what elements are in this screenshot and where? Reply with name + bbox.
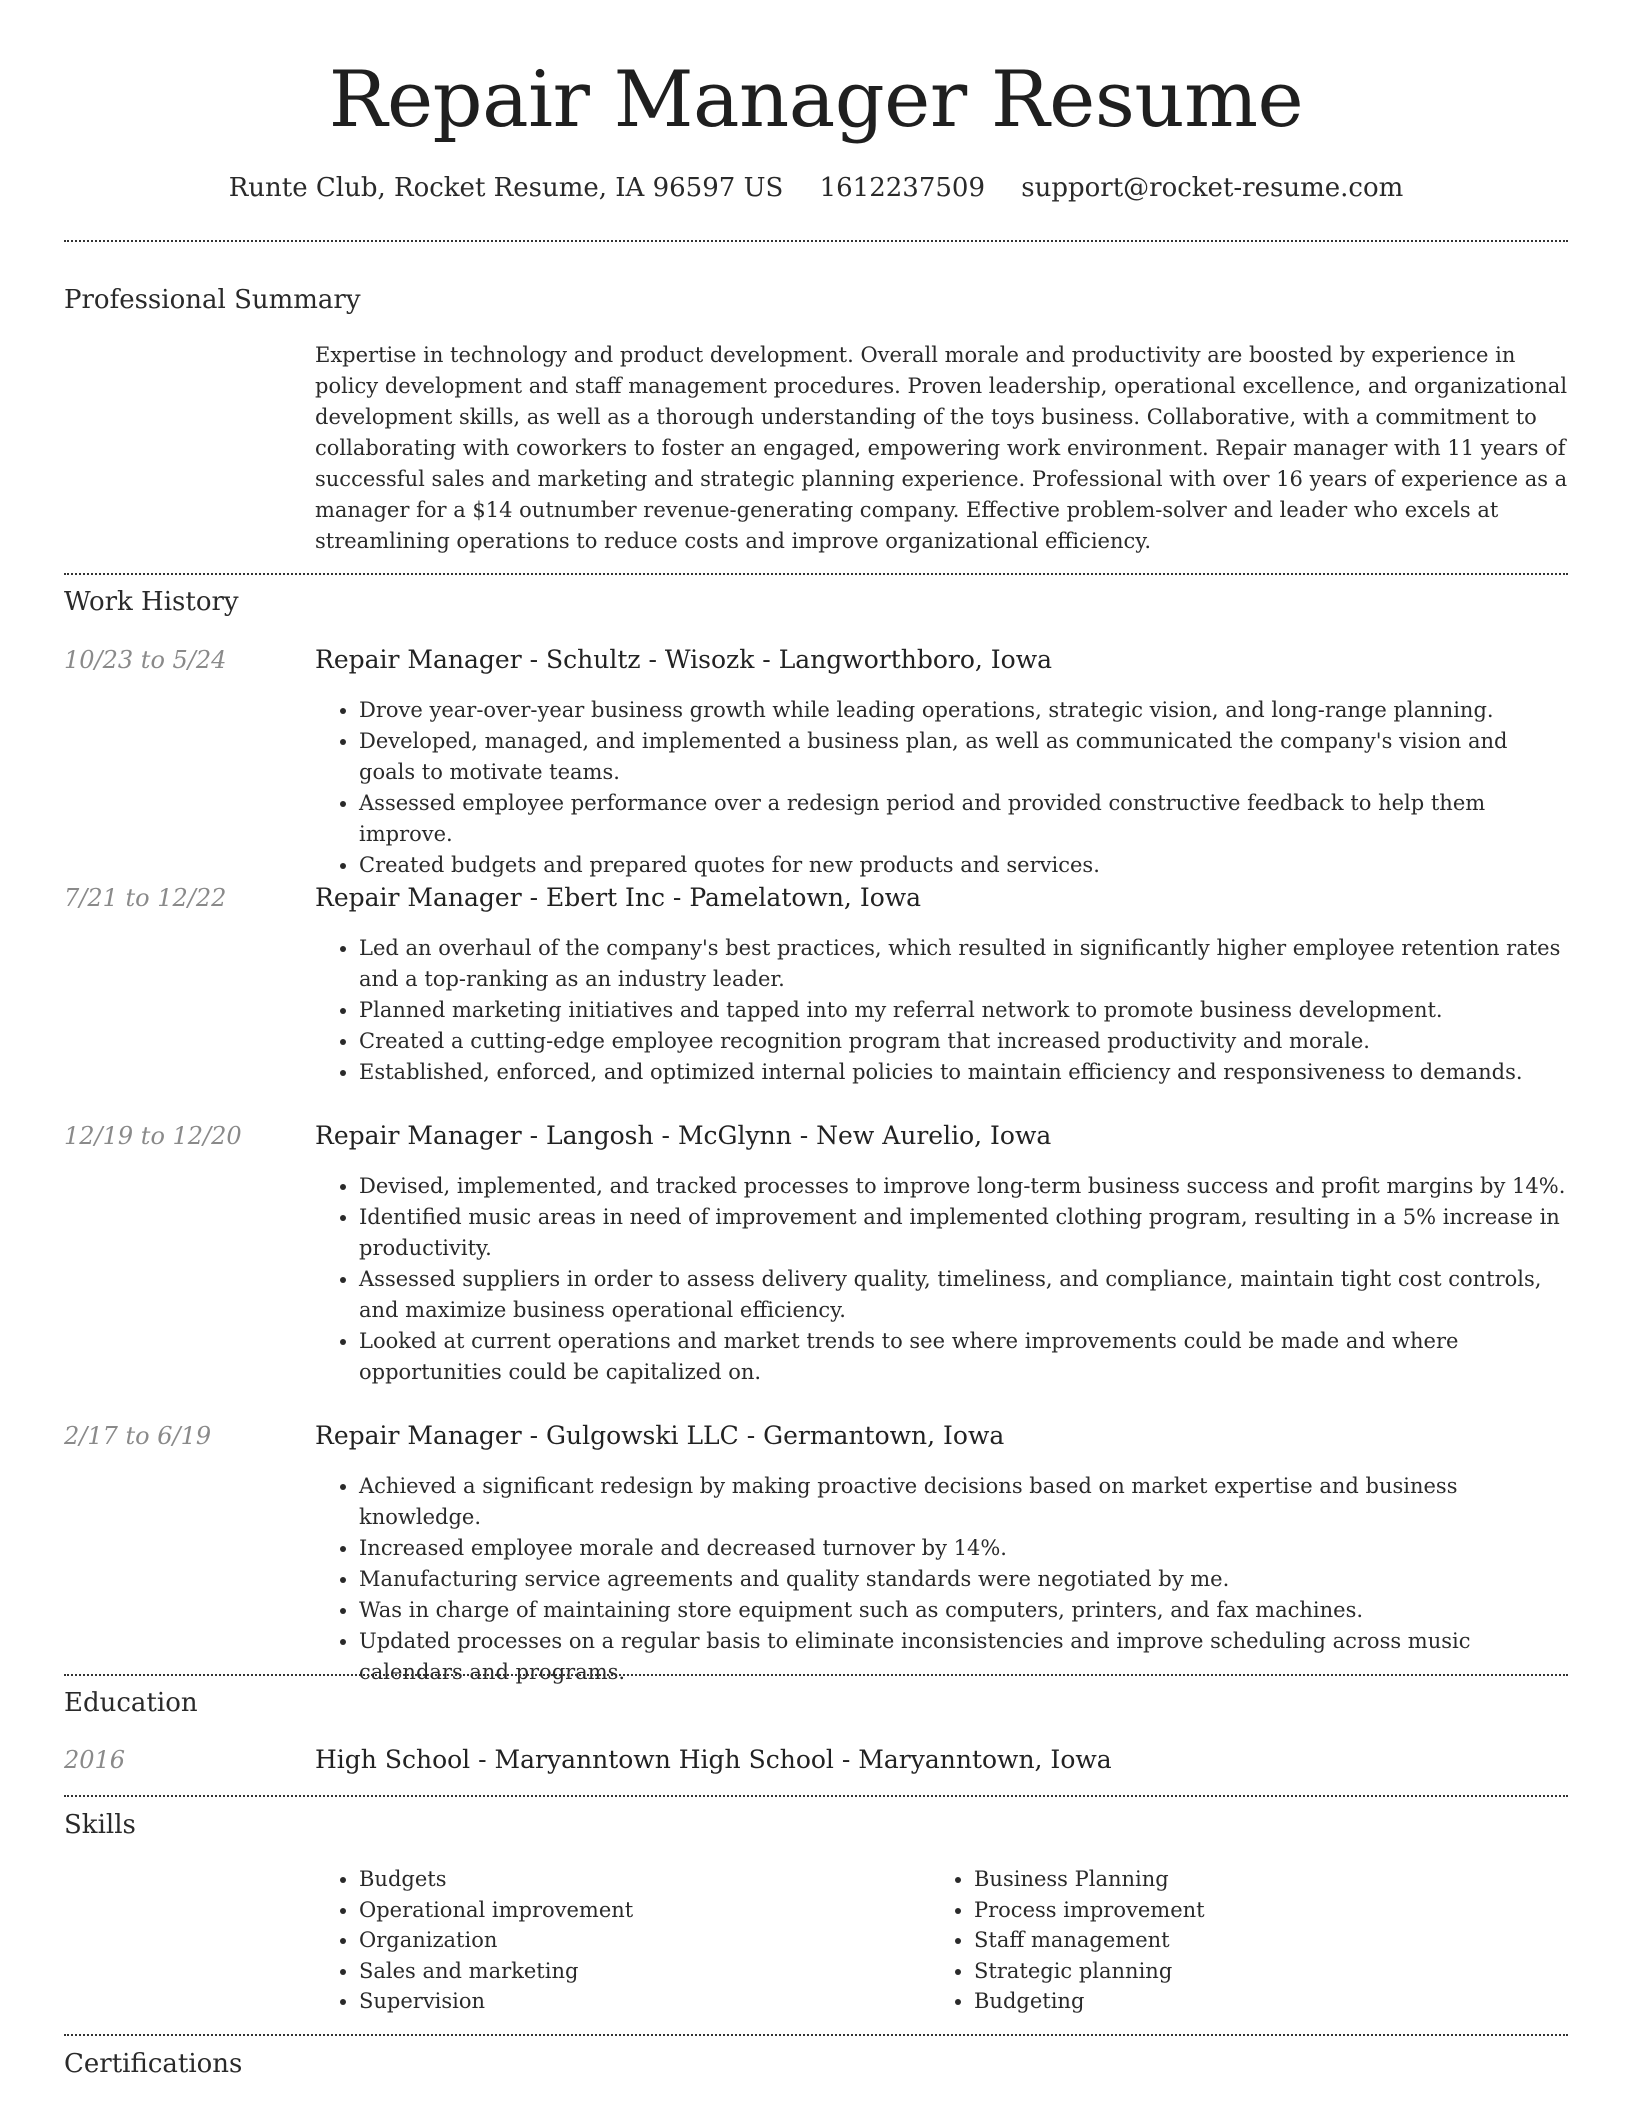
contact-address: Runte Club, Rocket Resume, IA 96597 US bbox=[228, 173, 784, 203]
list-item: • Staff management bbox=[974, 1925, 1530, 1956]
section-title-certifications: Certifications bbox=[64, 2049, 243, 2079]
list-item: • Devised, implemented, and tracked processes to improve long-term business success and profit margins by 14%. bbox=[359, 1171, 1568, 1202]
list-item: • Budgets bbox=[359, 1864, 915, 1895]
contact-phone: 1612237509 bbox=[819, 173, 985, 203]
list-item: • Business Planning bbox=[974, 1864, 1530, 1895]
resume-title: Repair Manager Resume bbox=[328, 55, 1304, 145]
section-divider bbox=[64, 573, 1568, 575]
job-heading: Repair Manager - Gulgowski LLC - Germantown, Iowa bbox=[315, 1421, 1005, 1450]
section-divider bbox=[64, 1674, 1568, 1676]
list-item: • Budgeting bbox=[974, 1986, 1530, 2017]
summary-text: Expertise in technology and product development. Overall morale and productivity are boosted by experience in policy development and staff management procedures. Proven leadership, operational excellence, and organizational development skills, as well as a thorough understanding of the toys business. Collaborative, with a commitment to collaborating with coworkers to foster an engaged, empowering work environment. Repair manager with 11 years of successful sales and marketing and strategic planning experience. Professional with over 16 years of experience as a manager for a $14 outnumber revenue-generating company. Effective problem-solver and leader who excels at streamlining operations to reduce costs and improve organizational efficiency. bbox=[315, 343, 1568, 553]
contact-email: support@rocket-resume.com bbox=[1021, 173, 1404, 203]
list-item: • Organization bbox=[359, 1925, 915, 1956]
list-item: • Created budgets and prepared quotes for new products and services. bbox=[359, 850, 1568, 881]
job-dates: 7/21 to 12/22 bbox=[64, 884, 227, 912]
section-title-education: Education bbox=[64, 1688, 198, 1718]
job-bullets bbox=[315, 933, 1568, 1088]
list-item: • Increased employee morale and decreased turnover by 14%. bbox=[359, 1533, 1568, 1564]
list-item: • Supervision bbox=[359, 1986, 915, 2017]
job-bullets bbox=[315, 1171, 1568, 1388]
job-heading: Repair Manager - Schultz - Wisozk - Langworthboro, Iowa bbox=[315, 645, 1053, 674]
list-item: • Strategic planning bbox=[974, 1956, 1530, 1987]
list-item: • Established, enforced, and optimized internal policies to maintain efficiency and responsiveness to demands. bbox=[359, 1057, 1568, 1088]
job-dates: 2/17 to 6/19 bbox=[64, 1422, 212, 1450]
education-year: 2016 bbox=[64, 1746, 126, 1774]
list-item: • Looked at current operations and market trends to see where improvements could be made and where opportunities could be capitalized on. bbox=[359, 1326, 1568, 1388]
job-dates: 10/23 to 5/24 bbox=[64, 646, 227, 674]
section-title-summary: Professional Summary bbox=[64, 285, 361, 315]
list-item: • Assessed employee performance over a redesign period and provided constructive feedback to help them improve. bbox=[359, 788, 1568, 850]
list-item: • Sales and marketing bbox=[359, 1956, 915, 1987]
section-divider bbox=[64, 2034, 1568, 2036]
list-item: • Identified music areas in need of improvement and implemented clothing program, resulting in a 5% increase in productivity. bbox=[359, 1202, 1568, 1264]
list-item: • Created a cutting-edge employee recognition program that increased productivity and morale. bbox=[359, 1026, 1568, 1057]
job-heading: Repair Manager - Ebert Inc - Pamelatown, Iowa bbox=[315, 883, 922, 912]
skills-list-right bbox=[930, 1864, 1530, 2017]
section-title-work-history: Work History bbox=[64, 587, 239, 617]
list-item: • Developed, managed, and implemented a business plan, as well as communicated the company's vision and goals to motivate teams. bbox=[359, 726, 1568, 788]
education-heading: High School - Maryanntown High School - Maryanntown, Iowa bbox=[315, 1745, 1112, 1774]
list-item: • Was in charge of maintaining store equipment such as computers, printers, and fax machines. bbox=[359, 1595, 1568, 1626]
list-item: • Operational improvement bbox=[359, 1895, 915, 1926]
job-bullets bbox=[315, 695, 1568, 881]
list-item: • Assessed suppliers in order to assess delivery quality, timeliness, and compliance, maintain tight cost controls, and maximize business operational efficiency. bbox=[359, 1264, 1568, 1326]
job-heading: Repair Manager - Langosh - McGlynn - New Aurelio, Iowa bbox=[315, 1121, 1052, 1150]
list-item: • Process improvement bbox=[974, 1895, 1530, 1926]
job-bullets bbox=[315, 1471, 1568, 1688]
header-divider bbox=[64, 240, 1568, 242]
list-item: • Led an overhaul of the company's best practices, which resulted in significantly higher employee retention rates and a top-ranking as an industry leader. bbox=[359, 933, 1568, 995]
list-item: • Updated processes on a regular basis to eliminate inconsistencies and improve scheduling across music calendars and programs. bbox=[359, 1626, 1568, 1688]
list-item: • Planned marketing initiatives and tapped into my referral network to promote business development. bbox=[359, 995, 1568, 1026]
section-title-skills: Skills bbox=[64, 1810, 136, 1840]
list-item: • Manufacturing service agreements and quality standards were negotiated by me. bbox=[359, 1564, 1568, 1595]
contact-line bbox=[64, 170, 1568, 206]
job-dates: 12/19 to 12/20 bbox=[64, 1122, 242, 1150]
list-item: • Achieved a significant redesign by making proactive decisions based on market expertise and business knowledge. bbox=[359, 1471, 1568, 1533]
list-item: • Drove year-over-year business growth while leading operations, strategic vision, and long-range planning. bbox=[359, 695, 1568, 726]
skills-list-left bbox=[315, 1864, 915, 2017]
section-divider bbox=[64, 1795, 1568, 1797]
